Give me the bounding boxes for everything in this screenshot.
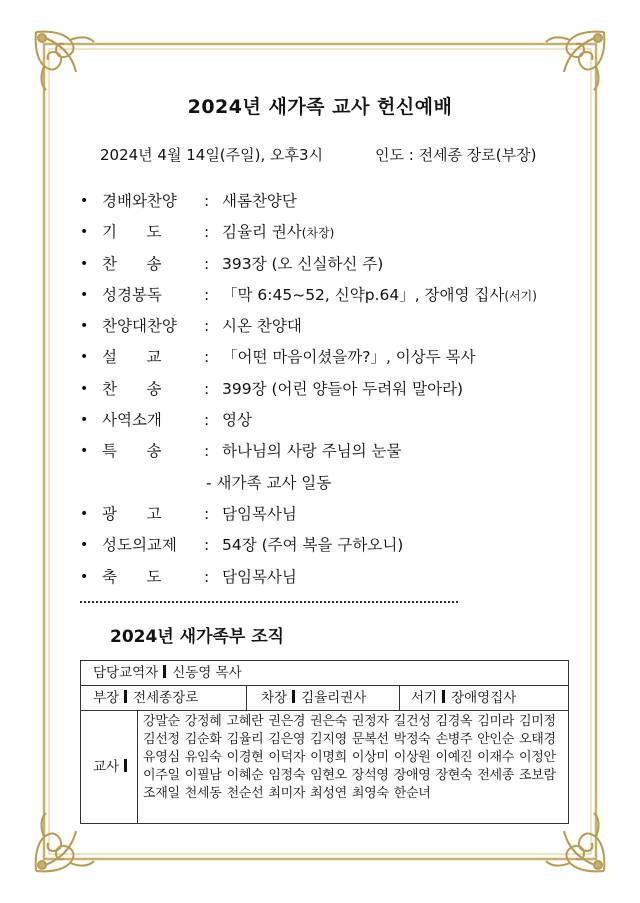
program-colon: : — [204, 317, 210, 336]
teacher-name: 최미자 — [268, 786, 306, 801]
program-subline — [76, 468, 556, 499]
teacher-name: 손병주 — [435, 732, 473, 747]
teacher-name: 길건성 — [393, 714, 431, 729]
program-colon: : — [204, 379, 210, 398]
pastor-cell — [93, 661, 242, 685]
program-subline-text: - 새가족 교사 일동 — [206, 473, 332, 492]
separator-bar-icon — [442, 690, 445, 703]
officers-row — [81, 686, 568, 711]
teacher-name: 장현숙 — [435, 768, 473, 783]
organization-table — [80, 660, 569, 824]
program-label: 특 송 — [102, 442, 162, 461]
program-colon: : — [204, 192, 210, 210]
teacher-name: 이상원 — [393, 750, 431, 765]
teacher-name: 이재수 — [477, 750, 515, 765]
teacher-name: 권은숙 — [310, 714, 347, 729]
teacher-name: 안인순 — [477, 732, 515, 747]
teacher-name: 유영심 — [143, 750, 180, 765]
program-label: 광 고 — [102, 504, 162, 523]
teachers-label-cell — [93, 755, 133, 779]
program-label: 설 교 — [102, 348, 162, 367]
teachers-list — [143, 713, 563, 803]
vice-label: 차장 — [261, 690, 288, 706]
program-label: 찬양대찬양 — [102, 317, 177, 336]
teacher-name: 이덕자 — [268, 750, 306, 765]
teacher-name: 천세동 — [184, 786, 222, 801]
program-colon: : — [204, 536, 210, 555]
vice-cell — [261, 686, 366, 710]
teachers-row — [81, 711, 568, 823]
teacher-name: 오태경 — [519, 732, 556, 747]
teacher-name: 박정숙 — [393, 732, 431, 747]
bullet-icon: • — [80, 255, 89, 272]
teacher-name: 이경현 — [226, 750, 264, 765]
teacher-name: 김순화 — [184, 732, 222, 747]
bullet-icon: • — [80, 286, 89, 303]
teacher-name: 최영숙 — [351, 786, 389, 801]
program-content: 하나님의 사랑 주님의 눈물 — [222, 442, 402, 461]
program-label: 성경봉독 — [102, 285, 162, 304]
teacher-name: 최성연 — [310, 786, 347, 801]
organization-title: 2024년 새가족부 조직 — [110, 627, 285, 647]
bullet-icon: • — [80, 349, 89, 366]
separator-bar-icon — [124, 759, 127, 772]
program-content: 「어떤 마음이셨을까?」, 이상두 목사 — [222, 348, 476, 367]
program-content: 399장 (어린 양들아 두려워 말아라) — [222, 379, 464, 398]
teacher-name: 권은경 — [268, 714, 306, 729]
bullet-icon: • — [80, 193, 89, 209]
secretary-name: 장애영집사 — [451, 690, 517, 706]
program-colon: : — [204, 411, 210, 430]
head-label: 부장 — [93, 690, 120, 706]
program-label: 기 도 — [102, 223, 162, 242]
separator-bar-icon — [124, 690, 127, 703]
program-label: 찬 송 — [102, 379, 162, 398]
separator-bar-icon — [292, 690, 295, 703]
teacher-name: 김선정 — [143, 732, 180, 747]
teacher-name: 천순선 — [226, 786, 264, 801]
program-item — [76, 280, 556, 311]
secretary-label: 서기 — [411, 690, 438, 706]
teacher-name: 한순녀 — [393, 786, 431, 801]
ornament-corner-icon — [540, 26, 610, 96]
bullet-icon: • — [80, 224, 89, 241]
teacher-name: 장석영 — [351, 768, 389, 783]
teacher-name: 조보람 — [519, 768, 556, 783]
teacher-name: 김미정 — [519, 714, 556, 729]
order-of-service — [76, 186, 556, 593]
teacher-name: 고혜란 — [226, 714, 264, 729]
teacher-name: 이명희 — [310, 750, 347, 765]
service-date: 2024년 4월 14일(주일), 오후3시 — [100, 146, 324, 164]
program-content: 새롬찬양단 — [222, 192, 297, 210]
program-colon: : — [204, 504, 210, 523]
pastor-row — [81, 661, 568, 686]
bullet-icon: • — [80, 412, 89, 429]
program-label: 성도의교제 — [102, 536, 177, 555]
program-item — [76, 499, 556, 530]
secretary-cell — [411, 686, 516, 710]
program-content: 「막 6:45~52, 신약p.64」, 장애영 집사(서기) — [222, 285, 537, 304]
program-colon: : — [204, 567, 210, 586]
program-label: 찬 송 — [102, 254, 162, 273]
dotted-divider — [80, 601, 458, 603]
program-content: 김율리 권사(차장) — [222, 223, 335, 242]
program-item — [76, 374, 556, 405]
bullet-icon: • — [80, 537, 89, 554]
column-divider — [399, 686, 400, 710]
program-colon: : — [204, 348, 210, 367]
teacher-name: 권정자 — [351, 714, 389, 729]
service-leader: 인도 : 전세종 장로(부장) — [375, 146, 537, 164]
teacher-name: 김율리 — [226, 732, 264, 747]
program-item — [76, 562, 556, 593]
program-content: 54장 (주여 복을 구하오니) — [222, 536, 404, 555]
column-divider — [137, 711, 138, 823]
program-content: 393장 (오 신실하신 주) — [222, 254, 384, 273]
teacher-name: 김경옥 — [435, 714, 473, 729]
program-item — [76, 217, 556, 248]
teacher-name: 강말순 — [143, 714, 180, 729]
teacher-name: 전세종 — [477, 768, 515, 783]
teacher-name: 이주일 — [143, 768, 180, 783]
teacher-name: 이상미 — [351, 750, 389, 765]
program-colon: : — [204, 285, 210, 304]
program-colon: : — [204, 442, 210, 461]
teacher-name: 김은영 — [268, 732, 306, 747]
separator-bar-icon — [163, 665, 166, 678]
program-item — [76, 342, 556, 373]
program-item — [76, 530, 556, 561]
bullet-icon: • — [80, 318, 89, 335]
teacher-name: 임현오 — [310, 768, 347, 783]
program-content: 영상 — [222, 411, 252, 430]
teacher-name: 장애영 — [393, 768, 431, 783]
teacher-name: 강정혜 — [184, 714, 222, 729]
pastor-name: 신동영 목사 — [172, 665, 242, 681]
program-content: 담임목사님 — [222, 567, 297, 586]
teacher-name: 유임숙 — [184, 750, 222, 765]
teacher-name: 이예진 — [435, 750, 473, 765]
bullet-icon: • — [80, 380, 89, 397]
program-item — [76, 186, 556, 217]
teacher-name: 김미라 — [477, 714, 515, 729]
bullet-icon: • — [80, 505, 89, 522]
program-label: 축 도 — [102, 567, 162, 586]
program-item — [76, 405, 556, 436]
teacher-name: 이필남 — [184, 768, 222, 783]
program-label: 경배와찬양 — [102, 192, 177, 210]
program-label: 사역소개 — [102, 411, 162, 430]
ornament-corner-icon — [30, 26, 100, 96]
program-item — [76, 249, 556, 280]
program-item — [76, 436, 556, 467]
pastor-label: 담당교역자 — [93, 665, 159, 681]
teacher-name: 임정숙 — [268, 768, 306, 783]
program-colon: : — [204, 254, 210, 273]
teachers-label: 교사 — [93, 759, 120, 775]
teacher-name: 문복선 — [351, 732, 389, 747]
bullet-icon: • — [80, 443, 89, 460]
teacher-name: 김지영 — [310, 732, 347, 747]
teacher-name: 이정안 — [519, 750, 556, 765]
program-content: 시온 찬양대 — [222, 317, 302, 336]
teacher-name: 이혜순 — [226, 768, 264, 783]
vice-name: 김율리권사 — [301, 690, 367, 706]
program-colon: : — [204, 223, 210, 242]
head-cell — [93, 686, 198, 710]
bullet-icon: • — [80, 568, 89, 585]
head-name: 전세종장로 — [133, 690, 199, 706]
column-divider — [246, 686, 247, 710]
program-content: 담임목사님 — [222, 504, 297, 523]
teacher-name: 조재일 — [143, 786, 180, 801]
program-item — [76, 311, 556, 342]
page-title: 2024년 새가족 교사 헌신예배 — [187, 96, 453, 118]
